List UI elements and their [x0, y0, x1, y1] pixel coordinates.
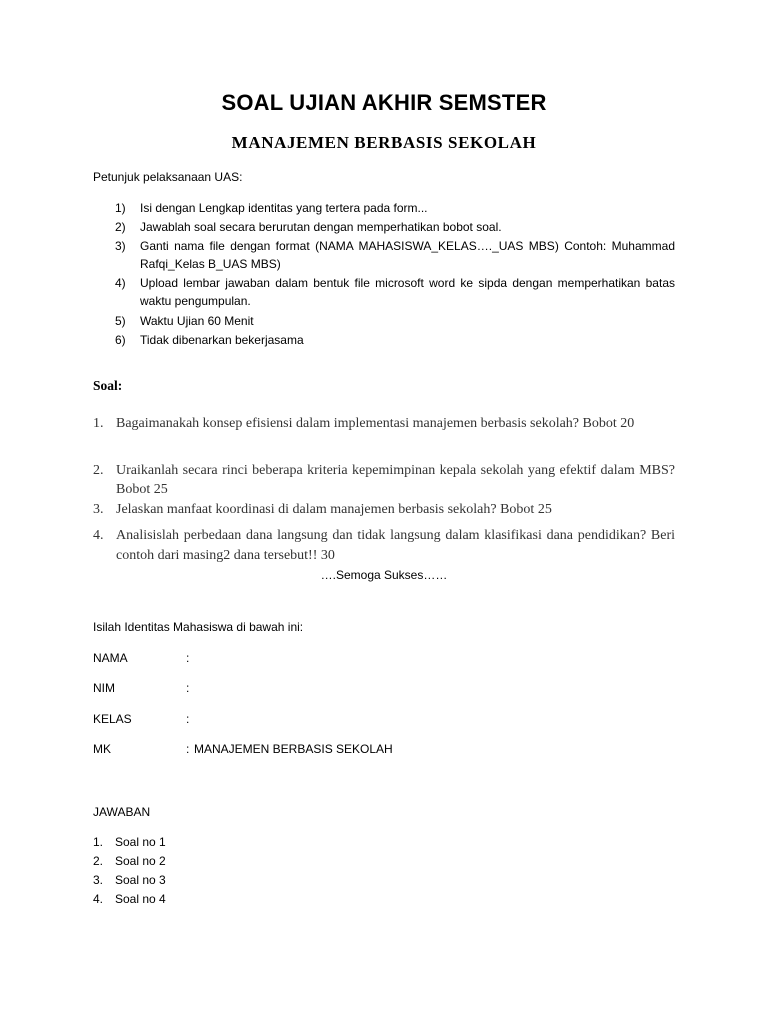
instruction-number: 2) — [115, 220, 126, 234]
instruction-text: Tidak dibenarkan bekerjasama — [140, 333, 304, 347]
instruction-text: Isi dengan Lengkap identitas yang tertera pada form... — [140, 201, 428, 215]
identity-label-mk: MK — [93, 742, 111, 756]
question-number: 2. — [93, 463, 104, 478]
identity-colon: : — [186, 712, 190, 726]
answer-number: 4. — [93, 892, 104, 906]
instruction-item — [115, 218, 675, 236]
questions-heading: Soal: — [93, 378, 123, 393]
question-item — [93, 461, 675, 499]
identity-colon: : — [186, 651, 190, 665]
instruction-number: 3) — [115, 239, 126, 253]
instruction-number: 4) — [115, 276, 126, 290]
document-subtitle: MANAJEMEN BERBASIS SEKOLAH — [231, 133, 537, 152]
instruction-item — [115, 312, 675, 330]
answer-number: 3. — [93, 873, 104, 887]
question-item — [93, 500, 675, 519]
question-text: Uraikanlah secara rinci beberapa kriteria kepemimpinan kepala sekolah yang efektif dalam MBS?Bobot 25 — [116, 463, 675, 497]
question-text: Analisislah perbedaan dana langsung dan tidak langsung dalam klasifikasi dana pendidikan? Beri contoh dari masing2 dana tersebut!! 30 — [116, 528, 675, 563]
question-number: 4. — [93, 528, 104, 543]
identity-label-nama: NAMA — [93, 651, 128, 665]
question-text: Bagaimanakah konsep efisiensi dalam implementasi manajemen berbasis sekolah? Bobot 20 — [116, 416, 635, 431]
answers-heading: JAWABAN — [93, 805, 151, 819]
question-item — [93, 526, 675, 566]
identity-heading: Isilah Identitas Mahasiswa di bawah ini: — [93, 620, 304, 634]
answer-text: Soal no 1 — [115, 835, 166, 849]
instruction-item — [115, 274, 675, 310]
question-number: 3. — [93, 502, 104, 517]
identity-colon: : — [186, 681, 190, 695]
identity-colon: : — [186, 742, 190, 756]
identity-label-nim: NIM — [93, 681, 115, 695]
question-text: Jelaskan manfaat koordinasi di dalam manajemen berbasis sekolah? Bobot 25 — [116, 502, 552, 517]
answer-text: Soal no 4 — [115, 892, 166, 906]
instruction-text: Waktu Ujian 60 Menit — [140, 314, 254, 328]
instruction-item — [115, 237, 675, 273]
instruction-item — [115, 199, 675, 217]
document-title: SOAL UJIAN AKHIR SEMSTER — [221, 90, 547, 115]
instruction-text: Ganti nama file dengan format (NAMA MAHASISWA_KELAS…._UAS MBS) Contoh: Muhammad Rafqi_Kelas B_UAS MBS) — [140, 239, 675, 271]
instruction-number: 5) — [115, 314, 126, 328]
instruction-text: Jawablah soal secara berurutan dengan memperhatikan bobot soal. — [140, 220, 502, 234]
instructions-heading: Petunjuk pelaksanaan UAS: — [93, 170, 243, 184]
instruction-text: Upload lembar jawaban dalam bentuk file microsoft word ke sipda dengan memperhatikan batas waktu pengumpulan. — [140, 276, 675, 308]
identity-label-kelas: KELAS — [93, 712, 132, 726]
answer-number: 1. — [93, 835, 104, 849]
instruction-number: 1) — [115, 201, 126, 215]
identity-value-mk: MANAJEMEN BERBASIS SEKOLAH — [194, 742, 393, 756]
closing-text: ….Semoga Sukses…… — [320, 568, 448, 582]
answer-text: Soal no 3 — [115, 873, 166, 887]
instruction-number: 6) — [115, 333, 126, 347]
answer-text: Soal no 2 — [115, 854, 166, 868]
instruction-item — [115, 331, 675, 349]
question-number: 1. — [93, 416, 104, 431]
question-item — [93, 411, 675, 436]
answer-number: 2. — [93, 854, 104, 868]
